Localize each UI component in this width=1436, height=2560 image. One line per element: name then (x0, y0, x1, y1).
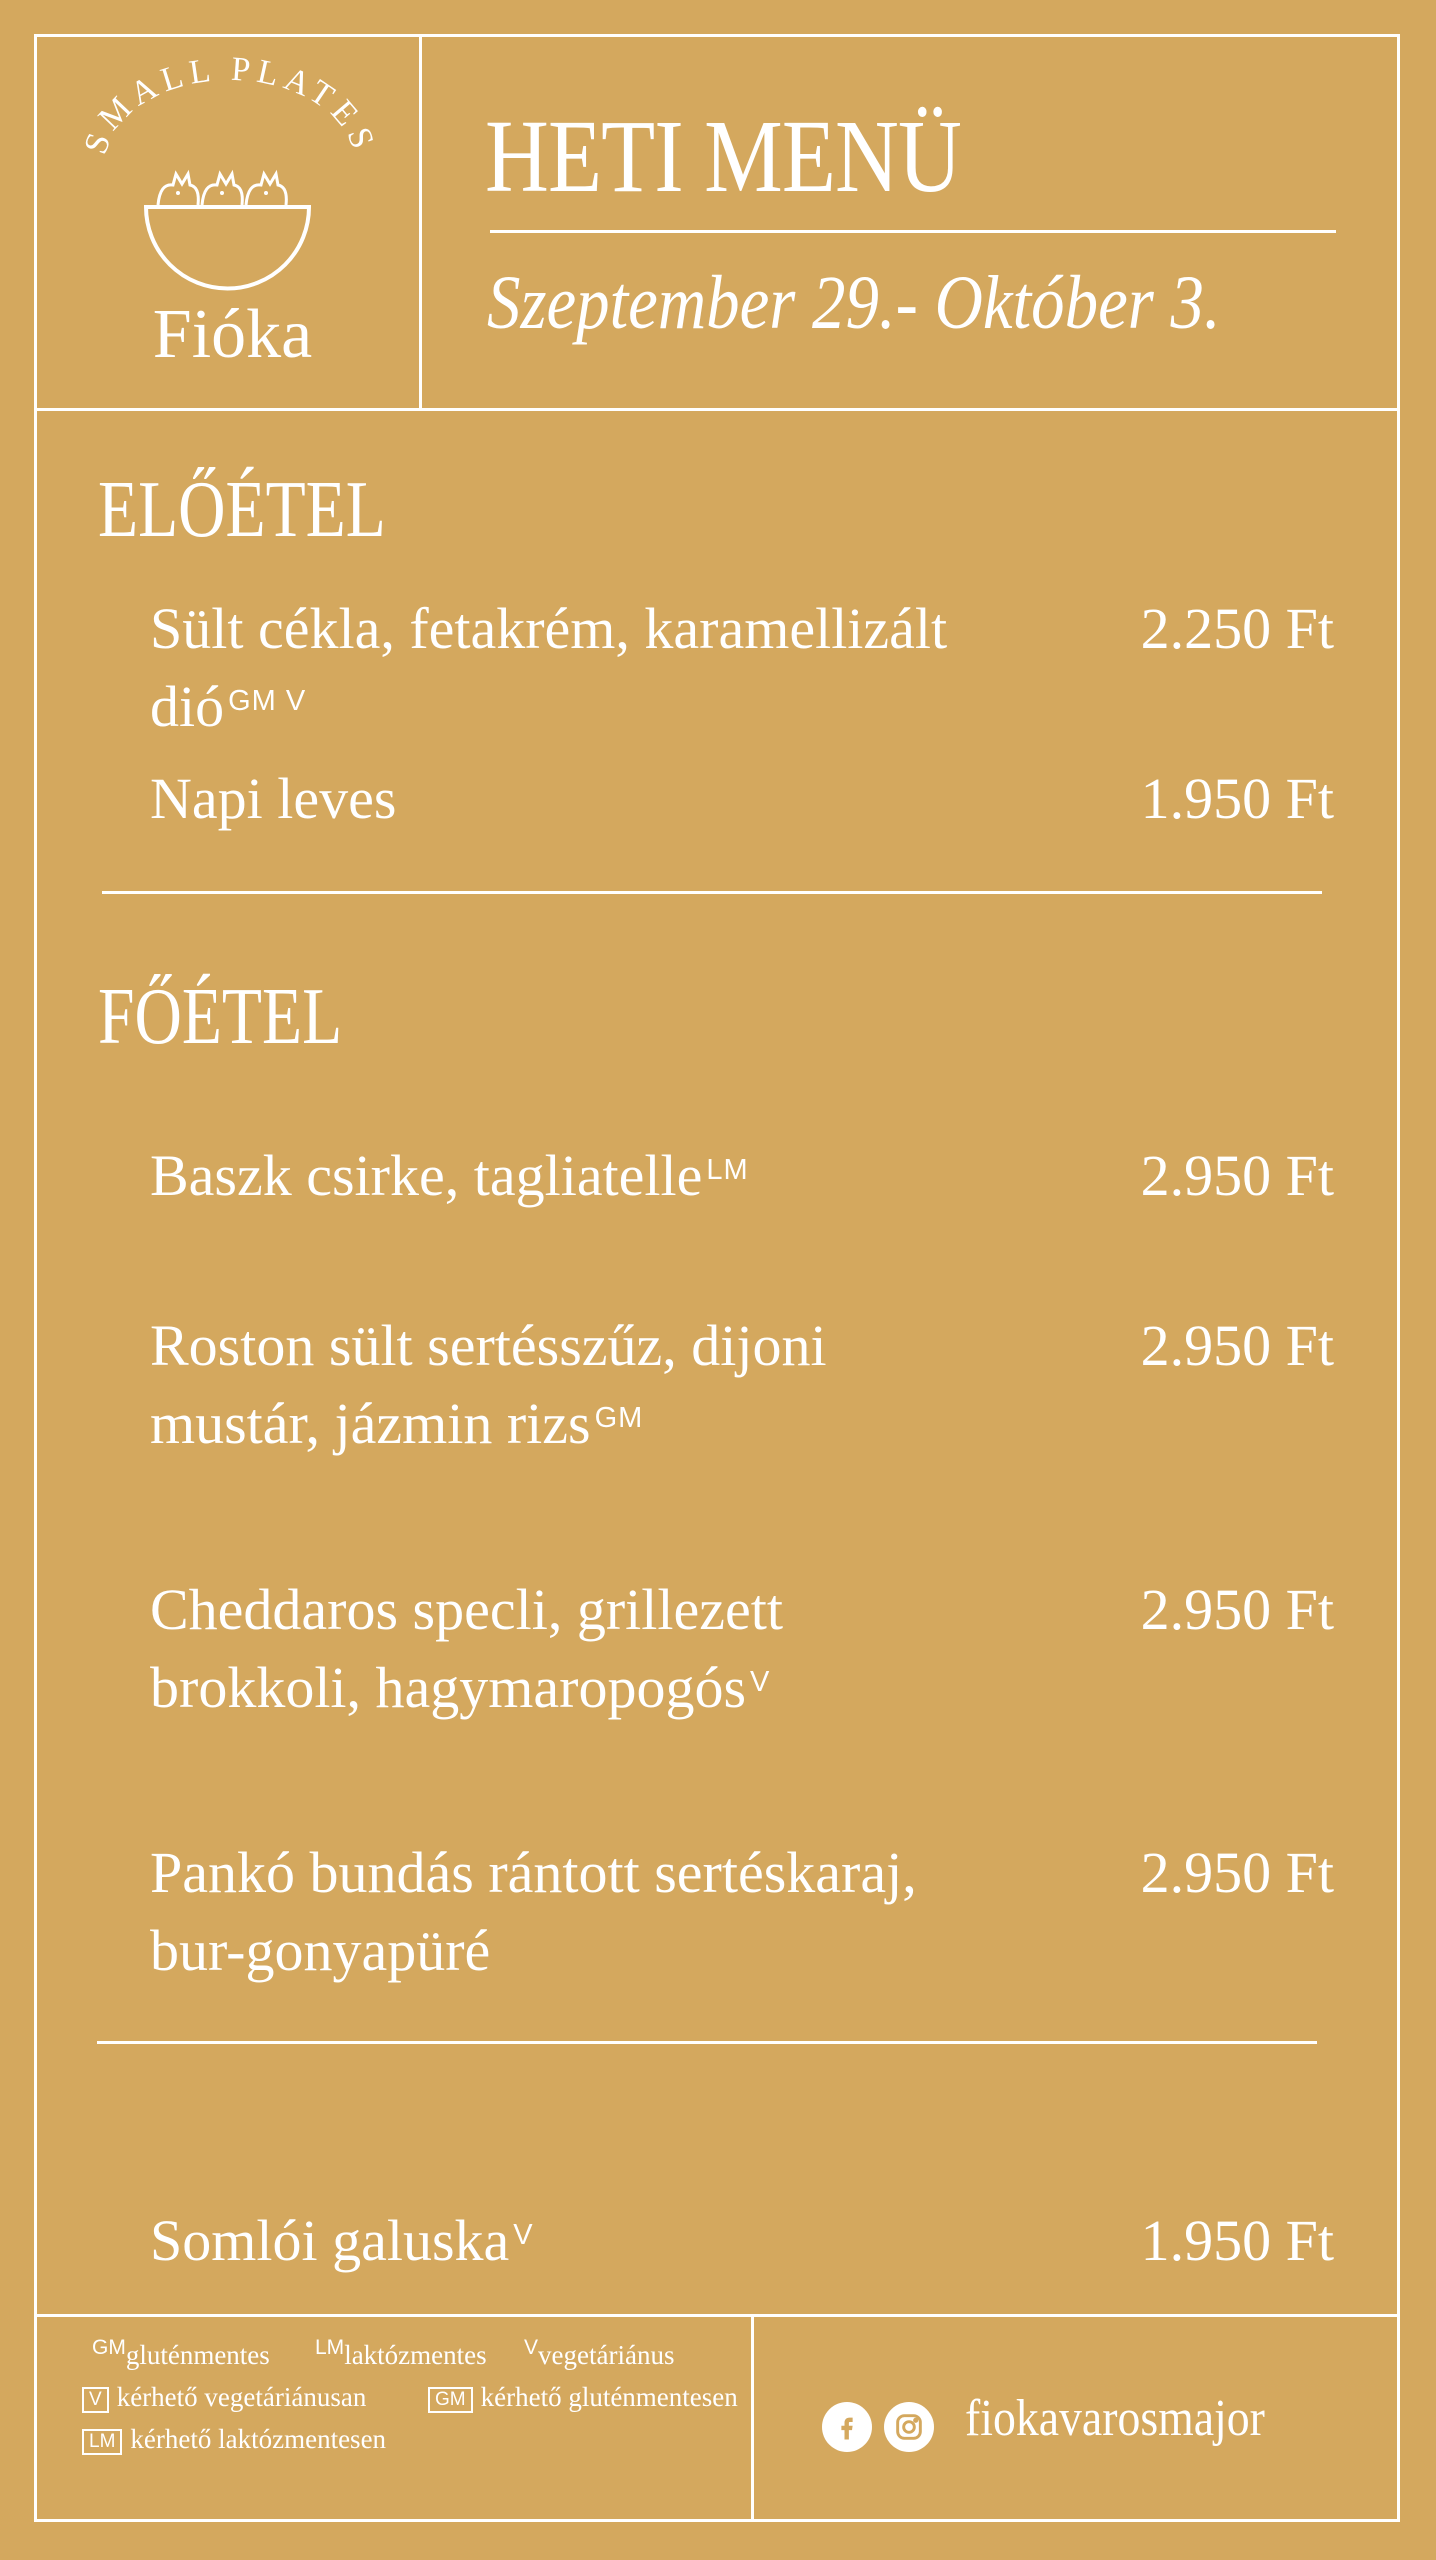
section-divider (102, 891, 1322, 894)
legend-lm-request: LM kérhető laktózmentesen (82, 2424, 386, 2455)
diet-tag: LM (706, 1154, 749, 1186)
section-title-starter: ELŐÉTEL (98, 466, 386, 554)
header-bottom-rule (34, 408, 1400, 411)
diet-tag: GM (594, 1402, 644, 1434)
social-links (822, 2400, 946, 2454)
menu-item-price: 2.950 Ft (1140, 1577, 1334, 1642)
diet-tag: GM V (228, 685, 307, 717)
footer-top-rule (34, 2314, 1400, 2317)
menu-item-name: Napi leves (150, 766, 397, 831)
menu-item-name: Roston sült sertésszűz, dijoni mustár, jázmin rizs $^{GM}$ (150, 1313, 827, 1456)
facebook-icon[interactable] (822, 2402, 872, 2452)
legend-gm: $^{GM}$gluténmentes (92, 2336, 270, 2370)
page-title: HETI MENÜ (485, 99, 962, 214)
section-title-main: FŐÉTEL (98, 973, 343, 1061)
footer-divider (751, 2314, 754, 2522)
menu-item-price: 2.250 Ft (1140, 596, 1334, 661)
menu-item-name: Somlói galuska $^V$ (150, 2208, 534, 2273)
menu-item-name: Pankó bundás rántott sertéskaraj, bur-gonyapüré (150, 1840, 917, 1983)
bowl-icon (140, 165, 315, 295)
menu-item-price: 1.950 Ft (1140, 766, 1334, 831)
legend-gm-request: GM kérhető gluténmentesen (428, 2382, 738, 2413)
title-underline (490, 230, 1336, 233)
menu-item-price: 2.950 Ft (1140, 1143, 1334, 1208)
brand-name: Fióka (152, 296, 313, 373)
svg-text:SMALL PLATES: SMALL PLATES (77, 55, 383, 159)
menu-item-name: Cheddaros specli, grillezett brokkoli, hagymaropogós $^V$ (150, 1577, 783, 1720)
menu-item-price: 2.950 Ft (1140, 1313, 1334, 1378)
social-handle[interactable]: fiokavarosmajor (965, 2390, 1265, 2447)
menu-item-price: 2.950 Ft (1140, 1840, 1334, 1905)
date-range: Szeptember 29.- Október 3. (487, 261, 1221, 345)
header-divider (419, 34, 422, 410)
legend-v-request: V kérhető vegetáriánusan (82, 2382, 366, 2413)
instagram-icon[interactable] (884, 2402, 934, 2452)
diet-tag: V (750, 1666, 771, 1698)
section-divider (97, 2041, 1317, 2044)
diet-tag: V (513, 2219, 534, 2251)
menu-item-name: Baszk csirke, tagliatelle $^{LM}$ (150, 1143, 749, 1208)
legend-v: $^V$vegetáriánus (524, 2336, 675, 2370)
menu-item-price: 1.950 Ft (1140, 2208, 1334, 2273)
menu-item-name: Sült cékla, fetakrém, karamellizált dió $^{GM V}$ (150, 596, 948, 739)
legend-lm: $^{LM}$laktózmentes (315, 2336, 487, 2370)
